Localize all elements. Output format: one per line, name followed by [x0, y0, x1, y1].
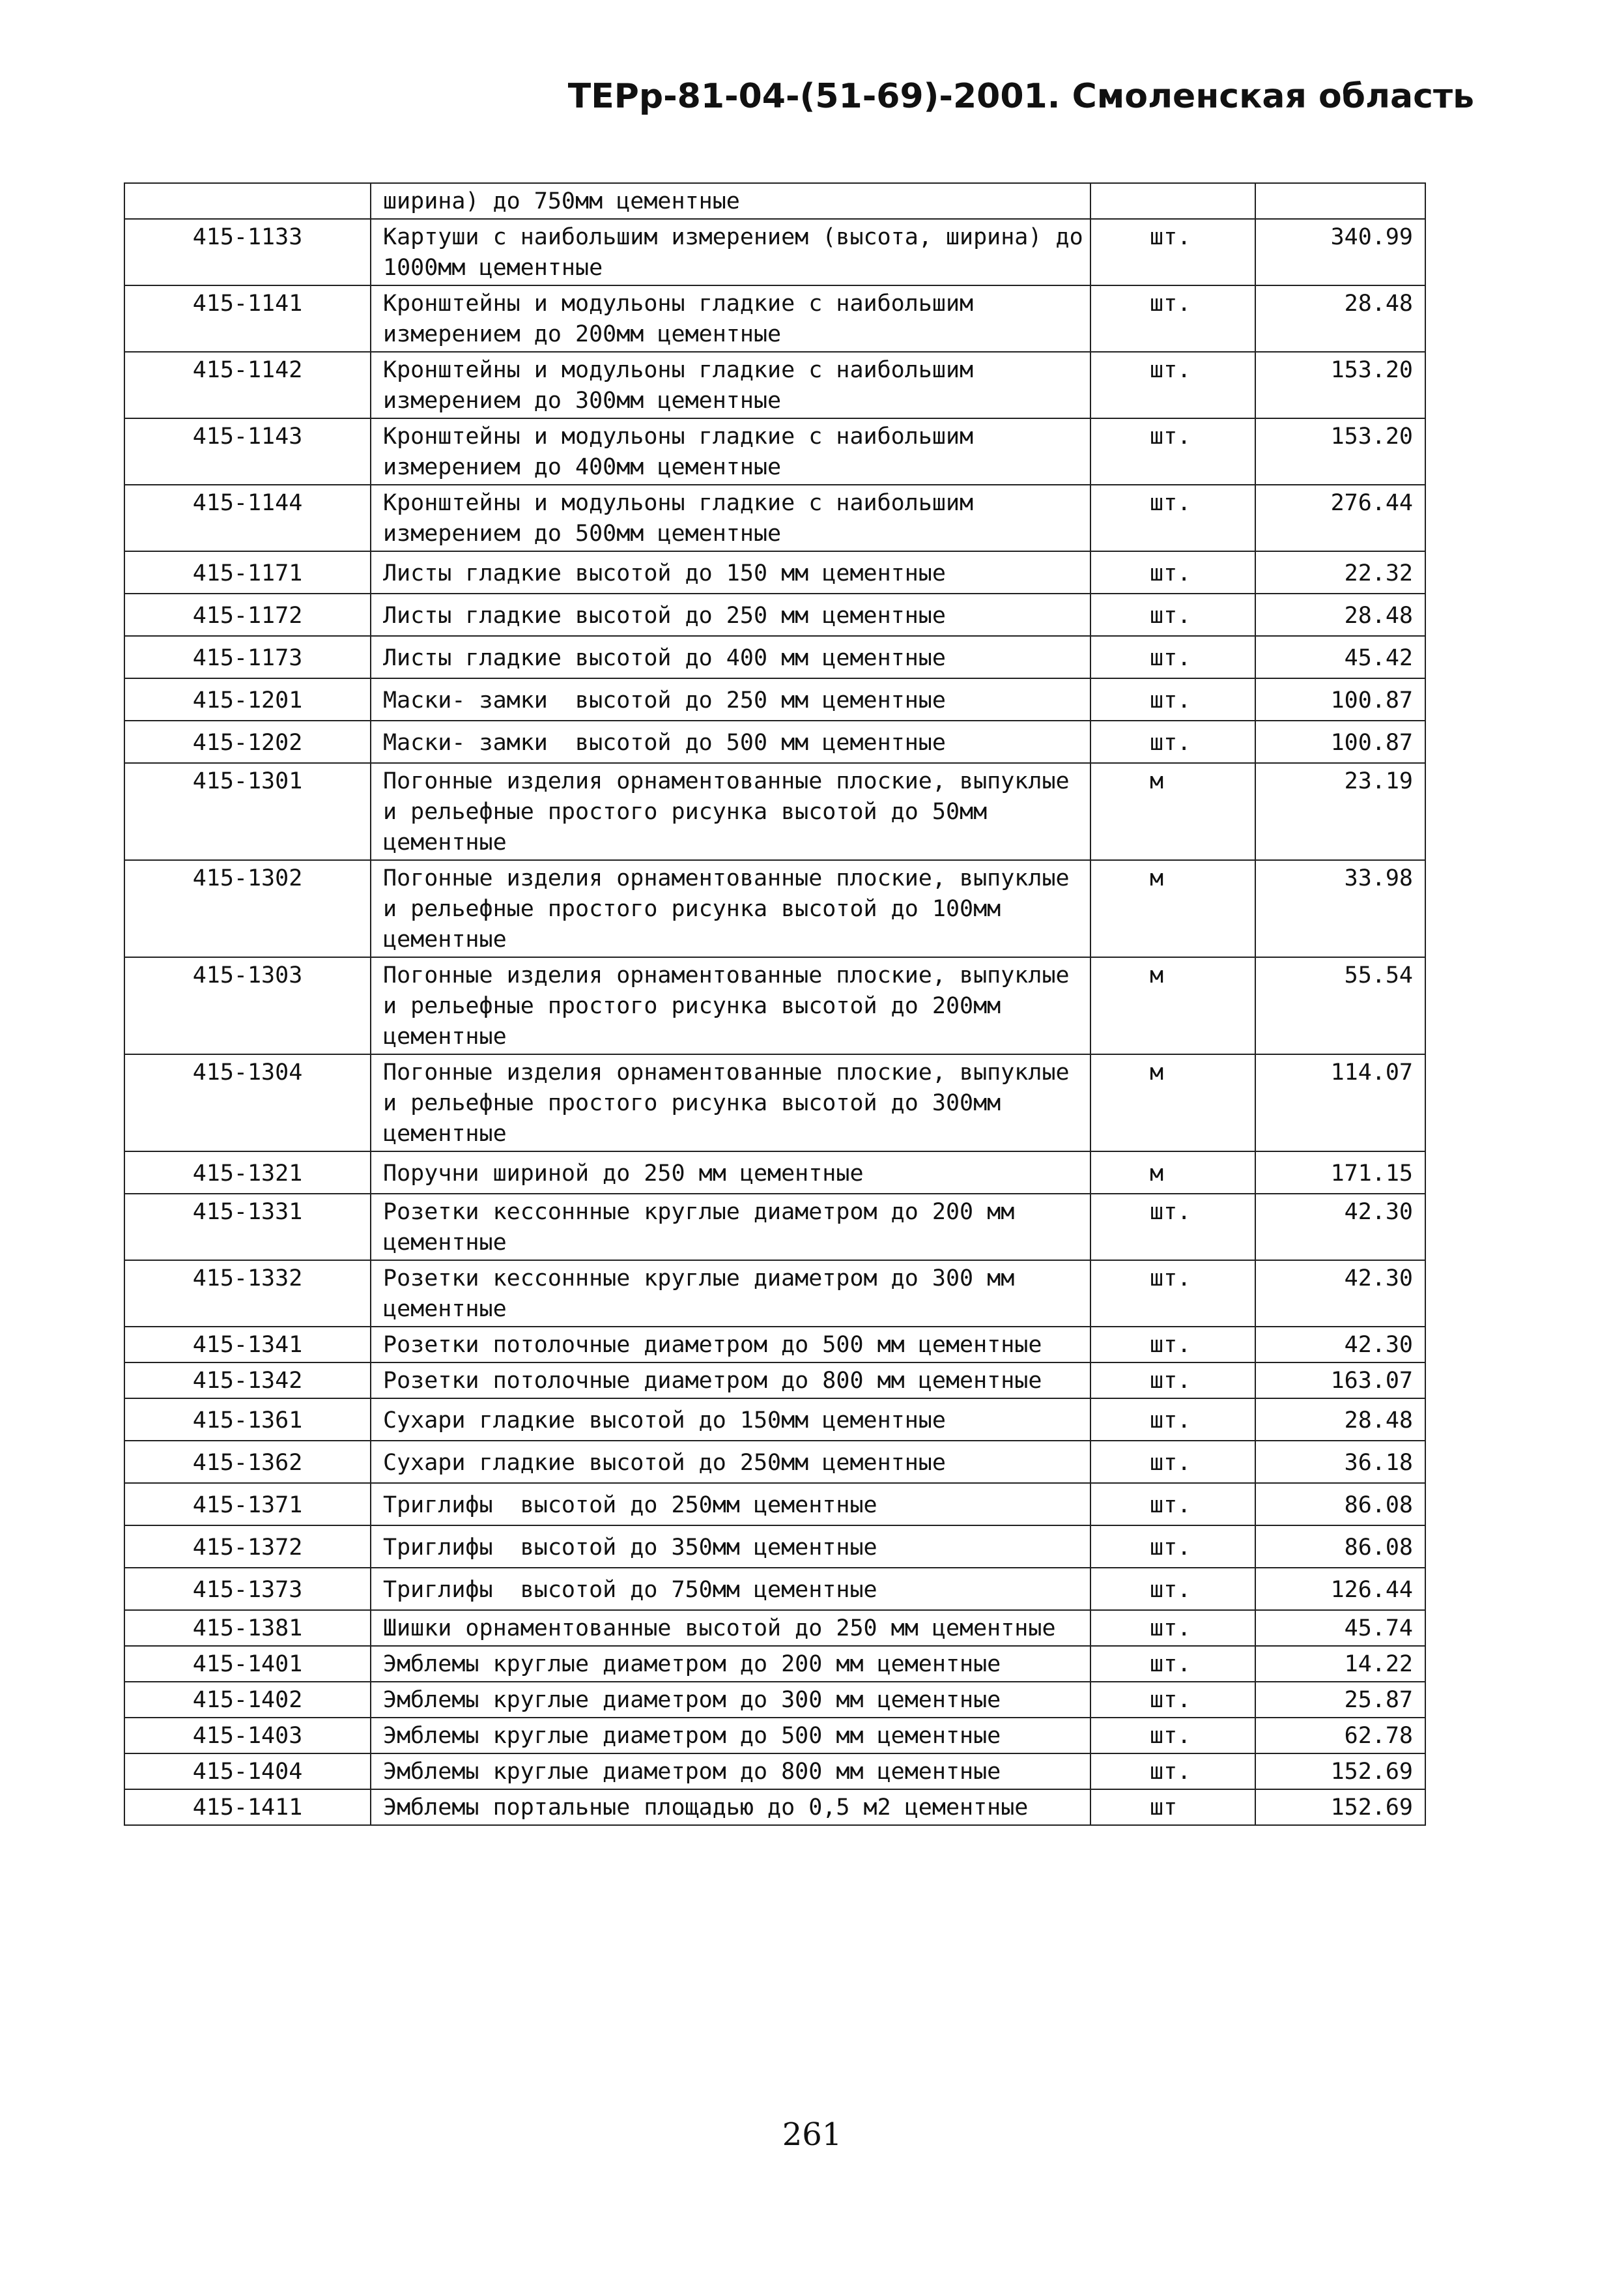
description-cell: Картуши с наибольшим измерением (высота, ширина) до 1000мм цементные	[371, 219, 1090, 285]
unit-cell: шт.	[1090, 594, 1255, 636]
table-row	[124, 678, 1425, 721]
table-row	[124, 219, 1425, 285]
unit-cell: шт	[1090, 1789, 1255, 1825]
description-cell: Розетки потолочные диаметром до 800 мм цементные	[371, 1362, 1090, 1398]
unit-cell: шт.	[1090, 551, 1255, 594]
table-row	[124, 594, 1425, 636]
unit-cell: шт.	[1090, 1718, 1255, 1753]
price-cell: 86.08	[1255, 1525, 1425, 1568]
code-cell: 415-1342	[124, 1362, 371, 1398]
code-cell: 415-1172	[124, 594, 371, 636]
code-cell: 415-1171	[124, 551, 371, 594]
table-row	[124, 485, 1425, 551]
code-cell: 415-1173	[124, 636, 371, 678]
price-cell: 42.30	[1255, 1260, 1425, 1327]
code-cell: 415-1331	[124, 1194, 371, 1260]
code-cell: 415-1133	[124, 219, 371, 285]
description-cell: Поручни шириной до 250 мм цементные	[371, 1151, 1090, 1194]
table-row	[124, 352, 1425, 418]
table-row	[124, 1789, 1425, 1825]
unit-cell: м	[1090, 1054, 1255, 1151]
unit-cell: шт.	[1090, 1260, 1255, 1327]
description-cell: Эмблемы круглые диаметром до 800 мм цементные	[371, 1753, 1090, 1789]
code-cell: 415-1401	[124, 1646, 371, 1682]
table-row	[124, 1054, 1425, 1151]
price-cell: 42.30	[1255, 1194, 1425, 1260]
code-cell: 415-1303	[124, 957, 371, 1054]
unit-cell	[1090, 183, 1255, 219]
table-body	[124, 183, 1425, 1825]
price-cell: 42.30	[1255, 1327, 1425, 1362]
unit-cell: шт.	[1090, 352, 1255, 418]
description-cell: ширина) до 750мм цементные	[371, 183, 1090, 219]
description-cell: Эмблемы круглые диаметром до 200 мм цементные	[371, 1646, 1090, 1682]
price-cell: 45.42	[1255, 636, 1425, 678]
description-cell: Листы гладкие высотой до 400 мм цементные	[371, 636, 1090, 678]
description-cell: Кронштейны и модульоны гладкие с наибольшим измерением до 200мм цементные	[371, 285, 1090, 352]
code-cell: 415-1373	[124, 1568, 371, 1610]
unit-cell: шт.	[1090, 1610, 1255, 1646]
unit-cell: шт.	[1090, 636, 1255, 678]
code-cell: 415-1202	[124, 721, 371, 763]
description-cell: Погонные изделия орнаментованные плоские, выпуклые и рельефные простого рисунка высотой до 200мм цементные	[371, 957, 1090, 1054]
price-cell: 28.48	[1255, 1398, 1425, 1441]
code-cell: 415-1372	[124, 1525, 371, 1568]
table-row	[124, 1194, 1425, 1260]
price-cell: 23.19	[1255, 763, 1425, 860]
price-cell: 100.87	[1255, 678, 1425, 721]
code-cell: 415-1302	[124, 860, 371, 957]
table-row	[124, 860, 1425, 957]
code-cell: 415-1332	[124, 1260, 371, 1327]
price-cell: 28.48	[1255, 285, 1425, 352]
code-cell: 415-1142	[124, 352, 371, 418]
code-cell: 415-1143	[124, 418, 371, 485]
unit-cell: шт.	[1090, 1646, 1255, 1682]
table-row	[124, 1398, 1425, 1441]
price-cell	[1255, 183, 1425, 219]
description-cell: Маски- замки высотой до 500 мм цементные	[371, 721, 1090, 763]
description-cell: Погонные изделия орнаментованные плоские, выпуклые и рельефные простого рисунка высотой до 50мм цементные	[371, 763, 1090, 860]
table-row	[124, 551, 1425, 594]
unit-cell: шт.	[1090, 418, 1255, 485]
table-row	[124, 1441, 1425, 1483]
code-cell: 415-1301	[124, 763, 371, 860]
unit-cell: шт.	[1090, 678, 1255, 721]
description-cell: Эмблемы портальные площадью до 0,5 м2 цементные	[371, 1789, 1090, 1825]
code-cell: 415-1381	[124, 1610, 371, 1646]
code-cell: 415-1321	[124, 1151, 371, 1194]
description-cell: Листы гладкие высотой до 250 мм цементные	[371, 594, 1090, 636]
table-row	[124, 1362, 1425, 1398]
price-cell: 340.99	[1255, 219, 1425, 285]
price-cell: 114.07	[1255, 1054, 1425, 1151]
table-row	[124, 1610, 1425, 1646]
description-cell: Маски- замки высотой до 250 мм цементные	[371, 678, 1090, 721]
table-row	[124, 1682, 1425, 1718]
code-cell: 415-1411	[124, 1789, 371, 1825]
unit-cell: шт.	[1090, 1398, 1255, 1441]
price-cell: 126.44	[1255, 1568, 1425, 1610]
unit-cell: шт.	[1090, 721, 1255, 763]
description-cell: Шишки орнаментованные высотой до 250 мм цементные	[371, 1610, 1090, 1646]
unit-cell: м	[1090, 957, 1255, 1054]
table-row	[124, 721, 1425, 763]
description-cell: Триглифы высотой до 250мм цементные	[371, 1483, 1090, 1525]
code-cell: 415-1403	[124, 1718, 371, 1753]
code-cell: 415-1362	[124, 1441, 371, 1483]
description-cell: Триглифы высотой до 350мм цементные	[371, 1525, 1090, 1568]
page-header: ТЕРр-81-04-(51-69)-2001. Смоленская область	[567, 77, 1474, 116]
code-cell: 415-1341	[124, 1327, 371, 1362]
description-cell: Сухари гладкие высотой до 250мм цементные	[371, 1441, 1090, 1483]
price-cell: 153.20	[1255, 352, 1425, 418]
price-cell: 28.48	[1255, 594, 1425, 636]
price-cell: 100.87	[1255, 721, 1425, 763]
table-row	[124, 1753, 1425, 1789]
unit-cell: м	[1090, 763, 1255, 860]
table-row	[124, 1260, 1425, 1327]
table-row	[124, 1525, 1425, 1568]
code-cell: 415-1361	[124, 1398, 371, 1441]
unit-cell: м	[1090, 860, 1255, 957]
price-cell: 152.69	[1255, 1753, 1425, 1789]
price-cell: 22.32	[1255, 551, 1425, 594]
description-cell: Эмблемы круглые диаметром до 300 мм цементные	[371, 1682, 1090, 1718]
price-cell: 62.78	[1255, 1718, 1425, 1753]
price-cell: 36.18	[1255, 1441, 1425, 1483]
unit-cell: шт.	[1090, 1568, 1255, 1610]
code-cell: 415-1371	[124, 1483, 371, 1525]
price-cell: 276.44	[1255, 485, 1425, 551]
table-row	[124, 1327, 1425, 1362]
description-cell: Кронштейны и модульоны гладкие с наибольшим измерением до 400мм цементные	[371, 418, 1090, 485]
description-cell: Триглифы высотой до 750мм цементные	[371, 1568, 1090, 1610]
unit-cell: шт.	[1090, 1327, 1255, 1362]
table-row	[124, 1568, 1425, 1610]
code-cell: 415-1144	[124, 485, 371, 551]
unit-cell: шт.	[1090, 1753, 1255, 1789]
description-cell: Погонные изделия орнаментованные плоские, выпуклые и рельефные простого рисунка высотой до 300мм цементные	[371, 1054, 1090, 1151]
description-cell: Эмблемы круглые диаметром до 500 мм цементные	[371, 1718, 1090, 1753]
price-cell: 86.08	[1255, 1483, 1425, 1525]
unit-cell: шт.	[1090, 1194, 1255, 1260]
price-cell: 45.74	[1255, 1610, 1425, 1646]
price-cell: 25.87	[1255, 1682, 1425, 1718]
unit-cell: шт.	[1090, 1682, 1255, 1718]
table-row	[124, 1718, 1425, 1753]
description-cell: Розетки потолочные диаметром до 500 мм цементные	[371, 1327, 1090, 1362]
table-row	[124, 183, 1425, 219]
code-cell: 415-1404	[124, 1753, 371, 1789]
unit-cell: шт.	[1090, 1441, 1255, 1483]
table-row	[124, 1151, 1425, 1194]
description-cell: Розетки кессоннные круглые диаметром до 200 мм цементные	[371, 1194, 1090, 1260]
description-cell: Кронштейны и модульоны гладкие с наибольшим измерением до 500мм цементные	[371, 485, 1090, 551]
table-row	[124, 418, 1425, 485]
description-cell: Кронштейны и модульоны гладкие с наибольшим измерением до 300мм цементные	[371, 352, 1090, 418]
price-cell: 171.15	[1255, 1151, 1425, 1194]
unit-cell: шт.	[1090, 219, 1255, 285]
price-cell: 55.54	[1255, 957, 1425, 1054]
description-cell: Погонные изделия орнаментованные плоские, выпуклые и рельефные простого рисунка высотой до 100мм цементные	[371, 860, 1090, 957]
price-table	[124, 182, 1426, 1826]
table-row	[124, 285, 1425, 352]
unit-cell: шт.	[1090, 1362, 1255, 1398]
code-cell: 415-1141	[124, 285, 371, 352]
unit-cell: шт.	[1090, 485, 1255, 551]
description-cell: Сухари гладкие высотой до 150мм цементные	[371, 1398, 1090, 1441]
description-cell: Листы гладкие высотой до 150 мм цементные	[371, 551, 1090, 594]
table-row	[124, 1483, 1425, 1525]
code-cell: 415-1402	[124, 1682, 371, 1718]
price-cell: 14.22	[1255, 1646, 1425, 1682]
description-cell: Розетки кессоннные круглые диаметром до 300 мм цементные	[371, 1260, 1090, 1327]
price-cell: 153.20	[1255, 418, 1425, 485]
code-cell: 415-1201	[124, 678, 371, 721]
table-row	[124, 957, 1425, 1054]
unit-cell: шт.	[1090, 1525, 1255, 1568]
unit-cell: м	[1090, 1151, 1255, 1194]
unit-cell: шт.	[1090, 1483, 1255, 1525]
unit-cell: шт.	[1090, 285, 1255, 352]
price-cell: 163.07	[1255, 1362, 1425, 1398]
page-number: 261	[782, 2116, 842, 2153]
table-row	[124, 763, 1425, 860]
code-cell	[124, 183, 371, 219]
price-cell: 33.98	[1255, 860, 1425, 957]
table-row	[124, 636, 1425, 678]
code-cell: 415-1304	[124, 1054, 371, 1151]
price-cell: 152.69	[1255, 1789, 1425, 1825]
table-row	[124, 1646, 1425, 1682]
